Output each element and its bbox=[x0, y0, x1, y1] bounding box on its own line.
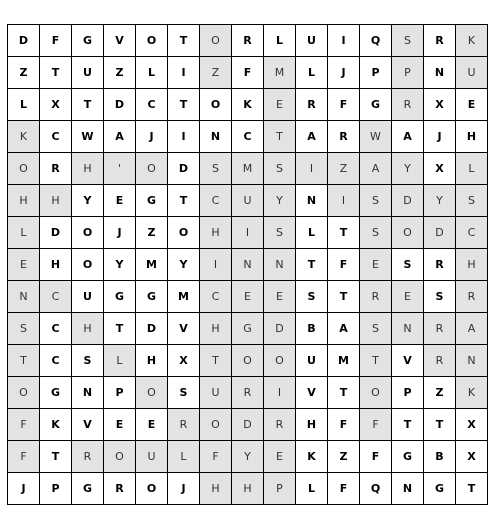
grid-cell-r1-c2[interactable]: F bbox=[40, 25, 72, 57]
grid-cell-r8-c6[interactable]: Y bbox=[168, 249, 200, 281]
grid-cell-r14-c5[interactable]: U bbox=[136, 441, 168, 473]
grid-cell-r10-c3[interactable]: H bbox=[72, 313, 104, 345]
grid-cell-r1-c8[interactable]: R bbox=[232, 25, 264, 57]
grid-cell-r2-c1[interactable]: Z bbox=[8, 57, 40, 89]
grid-cell-r12-c15[interactable]: K bbox=[456, 377, 488, 409]
grid-cell-r15-c10[interactable]: L bbox=[296, 473, 328, 505]
grid-cell-r11-c1[interactable]: T bbox=[8, 345, 40, 377]
grid-cell-r7-c15[interactable]: C bbox=[456, 217, 488, 249]
grid-cell-r3-c1[interactable]: L bbox=[8, 89, 40, 121]
grid-cell-r12-c6[interactable]: S bbox=[168, 377, 200, 409]
grid-cell-r8-c15[interactable]: H bbox=[456, 249, 488, 281]
grid-cell-r2-c13[interactable]: P bbox=[392, 57, 424, 89]
grid-cell-r10-c14[interactable]: R bbox=[424, 313, 456, 345]
grid-cell-r12-c12[interactable]: O bbox=[360, 377, 392, 409]
grid-cell-r9-c12[interactable]: R bbox=[360, 281, 392, 313]
grid-cell-r13-c2[interactable]: K bbox=[40, 409, 72, 441]
grid-cell-r6-c15[interactable]: S bbox=[456, 185, 488, 217]
grid-cell-r14-c11[interactable]: Z bbox=[328, 441, 360, 473]
grid-cell-r5-c5[interactable]: O bbox=[136, 153, 168, 185]
grid-cell-r12-c11[interactable]: T bbox=[328, 377, 360, 409]
grid-cell-r4-c15[interactable]: H bbox=[456, 121, 488, 153]
grid-cell-r12-c14[interactable]: Z bbox=[424, 377, 456, 409]
grid-cell-r15-c13[interactable]: N bbox=[392, 473, 424, 505]
grid-cell-r14-c9[interactable]: E bbox=[264, 441, 296, 473]
grid-cell-r11-c3[interactable]: S bbox=[72, 345, 104, 377]
grid-cell-r10-c1[interactable]: S bbox=[8, 313, 40, 345]
grid-cell-r7-c8[interactable]: I bbox=[232, 217, 264, 249]
grid-cell-r8-c9[interactable]: N bbox=[264, 249, 296, 281]
grid-cell-r6-c11[interactable]: I bbox=[328, 185, 360, 217]
grid-cell-r5-c7[interactable]: S bbox=[200, 153, 232, 185]
grid-cell-r3-c5[interactable]: C bbox=[136, 89, 168, 121]
grid-cell-r8-c12[interactable]: E bbox=[360, 249, 392, 281]
grid-cell-r15-c2[interactable]: P bbox=[40, 473, 72, 505]
grid-cell-r10-c11[interactable]: A bbox=[328, 313, 360, 345]
grid-cell-r15-c14[interactable]: G bbox=[424, 473, 456, 505]
grid-cell-r11-c6[interactable]: X bbox=[168, 345, 200, 377]
grid-cell-r1-c13[interactable]: S bbox=[392, 25, 424, 57]
grid-cell-r15-c6[interactable]: J bbox=[168, 473, 200, 505]
grid-cell-r2-c6[interactable]: I bbox=[168, 57, 200, 89]
grid-cell-r12-c10[interactable]: V bbox=[296, 377, 328, 409]
grid-cell-r6-c6[interactable]: T bbox=[168, 185, 200, 217]
grid-cell-r8-c8[interactable]: N bbox=[232, 249, 264, 281]
grid-cell-r6-c3[interactable]: Y bbox=[72, 185, 104, 217]
grid-cell-r1-c5[interactable]: O bbox=[136, 25, 168, 57]
grid-cell-r10-c12[interactable]: S bbox=[360, 313, 392, 345]
grid-cell-r6-c9[interactable]: Y bbox=[264, 185, 296, 217]
grid-cell-r2-c14[interactable]: N bbox=[424, 57, 456, 89]
grid-cell-r13-c3[interactable]: V bbox=[72, 409, 104, 441]
grid-cell-r10-c10[interactable]: B bbox=[296, 313, 328, 345]
grid-cell-r10-c13[interactable]: N bbox=[392, 313, 424, 345]
grid-cell-r7-c6[interactable]: O bbox=[168, 217, 200, 249]
grid-cell-r7-c3[interactable]: O bbox=[72, 217, 104, 249]
grid-cell-r2-c8[interactable]: F bbox=[232, 57, 264, 89]
grid-cell-r12-c4[interactable]: P bbox=[104, 377, 136, 409]
grid-cell-r12-c3[interactable]: N bbox=[72, 377, 104, 409]
grid-cell-r14-c13[interactable]: G bbox=[392, 441, 424, 473]
grid-cell-r7-c10[interactable]: L bbox=[296, 217, 328, 249]
grid-cell-r10-c5[interactable]: D bbox=[136, 313, 168, 345]
grid-cell-r3-c4[interactable]: D bbox=[104, 89, 136, 121]
grid-cell-r11-c15[interactable]: N bbox=[456, 345, 488, 377]
grid-cell-r15-c4[interactable]: R bbox=[104, 473, 136, 505]
grid-cell-r10-c2[interactable]: C bbox=[40, 313, 72, 345]
grid-cell-r7-c12[interactable]: S bbox=[360, 217, 392, 249]
grid-cell-r3-c11[interactable]: F bbox=[328, 89, 360, 121]
grid-cell-r12-c7[interactable]: U bbox=[200, 377, 232, 409]
grid-cell-r2-c3[interactable]: U bbox=[72, 57, 104, 89]
grid-cell-r8-c14[interactable]: R bbox=[424, 249, 456, 281]
grid-cell-r14-c1[interactable]: F bbox=[8, 441, 40, 473]
grid-cell-r11-c12[interactable]: T bbox=[360, 345, 392, 377]
grid-cell-r6-c8[interactable]: U bbox=[232, 185, 264, 217]
grid-cell-r2-c7[interactable]: Z bbox=[200, 57, 232, 89]
grid-cell-r9-c13[interactable]: E bbox=[392, 281, 424, 313]
grid-cell-r6-c2[interactable]: H bbox=[40, 185, 72, 217]
grid-cell-r11-c2[interactable]: C bbox=[40, 345, 72, 377]
grid-cell-r11-c5[interactable]: H bbox=[136, 345, 168, 377]
grid-cell-r11-c4[interactable]: L bbox=[104, 345, 136, 377]
grid-cell-r3-c10[interactable]: R bbox=[296, 89, 328, 121]
grid-cell-r8-c4[interactable]: Y bbox=[104, 249, 136, 281]
grid-cell-r3-c8[interactable]: K bbox=[232, 89, 264, 121]
grid-cell-r7-c11[interactable]: T bbox=[328, 217, 360, 249]
grid-cell-r9-c2[interactable]: C bbox=[40, 281, 72, 313]
grid-cell-r15-c9[interactable]: P bbox=[264, 473, 296, 505]
grid-cell-r2-c15[interactable]: U bbox=[456, 57, 488, 89]
grid-cell-r4-c14[interactable]: J bbox=[424, 121, 456, 153]
grid-cell-r1-c11[interactable]: I bbox=[328, 25, 360, 57]
grid-cell-r6-c7[interactable]: C bbox=[200, 185, 232, 217]
grid-cell-r9-c10[interactable]: S bbox=[296, 281, 328, 313]
grid-cell-r6-c12[interactable]: S bbox=[360, 185, 392, 217]
grid-cell-r8-c2[interactable]: H bbox=[40, 249, 72, 281]
grid-cell-r9-c15[interactable]: R bbox=[456, 281, 488, 313]
grid-cell-r15-c12[interactable]: Q bbox=[360, 473, 392, 505]
grid-cell-r13-c8[interactable]: D bbox=[232, 409, 264, 441]
grid-cell-r13-c5[interactable]: E bbox=[136, 409, 168, 441]
grid-cell-r13-c12[interactable]: F bbox=[360, 409, 392, 441]
grid-cell-r8-c10[interactable]: T bbox=[296, 249, 328, 281]
grid-cell-r1-c10[interactable]: U bbox=[296, 25, 328, 57]
grid-cell-r13-c1[interactable]: F bbox=[8, 409, 40, 441]
grid-cell-r14-c3[interactable]: R bbox=[72, 441, 104, 473]
grid-cell-r5-c14[interactable]: X bbox=[424, 153, 456, 185]
grid-cell-r5-c6[interactable]: D bbox=[168, 153, 200, 185]
grid-cell-r15-c1[interactable]: J bbox=[8, 473, 40, 505]
grid-cell-r10-c6[interactable]: V bbox=[168, 313, 200, 345]
grid-cell-r8-c3[interactable]: O bbox=[72, 249, 104, 281]
grid-cell-r4-c12[interactable]: W bbox=[360, 121, 392, 153]
grid-cell-r14-c7[interactable]: F bbox=[200, 441, 232, 473]
grid-cell-r9-c3[interactable]: U bbox=[72, 281, 104, 313]
grid-cell-r14-c15[interactable]: X bbox=[456, 441, 488, 473]
grid-cell-r4-c11[interactable]: R bbox=[328, 121, 360, 153]
word-search-grid bbox=[7, 24, 488, 505]
grid-cell-r10-c8[interactable]: G bbox=[232, 313, 264, 345]
grid-cell-r14-c10[interactable]: K bbox=[296, 441, 328, 473]
grid-cell-r3-c6[interactable]: T bbox=[168, 89, 200, 121]
grid-cell-r6-c13[interactable]: D bbox=[392, 185, 424, 217]
grid-cell-r3-c13[interactable]: R bbox=[392, 89, 424, 121]
grid-cell-r12-c9[interactable]: I bbox=[264, 377, 296, 409]
grid-cell-r7-c14[interactable]: D bbox=[424, 217, 456, 249]
grid-cell-r3-c12[interactable]: G bbox=[360, 89, 392, 121]
grid-cell-r2-c4[interactable]: Z bbox=[104, 57, 136, 89]
grid-cell-r10-c4[interactable]: T bbox=[104, 313, 136, 345]
grid-cell-r1-c9[interactable]: L bbox=[264, 25, 296, 57]
grid-cell-r1-c12[interactable]: Q bbox=[360, 25, 392, 57]
grid-cell-r13-c7[interactable]: O bbox=[200, 409, 232, 441]
grid-cell-r5-c8[interactable]: M bbox=[232, 153, 264, 185]
grid-cell-r3-c7[interactable]: O bbox=[200, 89, 232, 121]
grid-cell-r1-c4[interactable]: V bbox=[104, 25, 136, 57]
grid-cell-r13-c14[interactable]: T bbox=[424, 409, 456, 441]
grid-cell-r5-c15[interactable]: L bbox=[456, 153, 488, 185]
grid-cell-r5-c11[interactable]: Z bbox=[328, 153, 360, 185]
grid-cell-r9-c9[interactable]: E bbox=[264, 281, 296, 313]
grid-cell-r15-c3[interactable]: G bbox=[72, 473, 104, 505]
grid-cell-r11-c13[interactable]: V bbox=[392, 345, 424, 377]
grid-cell-r8-c11[interactable]: F bbox=[328, 249, 360, 281]
grid-cell-r6-c14[interactable]: Y bbox=[424, 185, 456, 217]
grid-cell-r4-c4[interactable]: A bbox=[104, 121, 136, 153]
grid-cell-r12-c8[interactable]: R bbox=[232, 377, 264, 409]
grid-cell-r5-c12[interactable]: A bbox=[360, 153, 392, 185]
grid-cell-r15-c11[interactable]: F bbox=[328, 473, 360, 505]
grid-cell-r8-c1[interactable]: E bbox=[8, 249, 40, 281]
grid-cell-r2-c2[interactable]: T bbox=[40, 57, 72, 89]
grid-cell-r13-c6[interactable]: R bbox=[168, 409, 200, 441]
grid-cell-r13-c15[interactable]: X bbox=[456, 409, 488, 441]
grid-cell-r12-c1[interactable]: O bbox=[8, 377, 40, 409]
grid-cell-r6-c1[interactable]: H bbox=[8, 185, 40, 217]
grid-cell-r4-c9[interactable]: T bbox=[264, 121, 296, 153]
grid-cell-r4-c8[interactable]: C bbox=[232, 121, 264, 153]
grid-cell-r7-c13[interactable]: O bbox=[392, 217, 424, 249]
grid-cell-r13-c11[interactable]: F bbox=[328, 409, 360, 441]
grid-cell-r4-c7[interactable]: N bbox=[200, 121, 232, 153]
grid-cell-r5-c4[interactable]: ' bbox=[104, 153, 136, 185]
grid-cell-r10-c9[interactable]: D bbox=[264, 313, 296, 345]
grid-cell-r2-c5[interactable]: L bbox=[136, 57, 168, 89]
grid-cell-r14-c2[interactable]: T bbox=[40, 441, 72, 473]
grid-cell-r1-c1[interactable]: D bbox=[8, 25, 40, 57]
grid-cell-r3-c2[interactable]: X bbox=[40, 89, 72, 121]
grid-cell-r11-c8[interactable]: O bbox=[232, 345, 264, 377]
grid-cell-r3-c3[interactable]: T bbox=[72, 89, 104, 121]
grid-cell-r5-c13[interactable]: Y bbox=[392, 153, 424, 185]
grid-cell-r12-c13[interactable]: P bbox=[392, 377, 424, 409]
grid-cell-r8-c7[interactable]: I bbox=[200, 249, 232, 281]
grid-cell-r3-c15[interactable]: E bbox=[456, 89, 488, 121]
grid-cell-r2-c9[interactable]: M bbox=[264, 57, 296, 89]
grid-cell-r15-c5[interactable]: O bbox=[136, 473, 168, 505]
grid-cell-r1-c14[interactable]: R bbox=[424, 25, 456, 57]
grid-cell-r7-c9[interactable]: S bbox=[264, 217, 296, 249]
grid-cell-r14-c4[interactable]: O bbox=[104, 441, 136, 473]
grid-cell-r9-c11[interactable]: T bbox=[328, 281, 360, 313]
grid-cell-r11-c10[interactable]: U bbox=[296, 345, 328, 377]
grid-cell-r7-c1[interactable]: L bbox=[8, 217, 40, 249]
grid-cell-r2-c11[interactable]: J bbox=[328, 57, 360, 89]
grid-cell-r6-c4[interactable]: E bbox=[104, 185, 136, 217]
grid-cell-r5-c10[interactable]: I bbox=[296, 153, 328, 185]
grid-cell-r12-c2[interactable]: G bbox=[40, 377, 72, 409]
grid-cell-r4-c3[interactable]: W bbox=[72, 121, 104, 153]
grid-cell-r4-c10[interactable]: A bbox=[296, 121, 328, 153]
grid-cell-r2-c10[interactable]: L bbox=[296, 57, 328, 89]
grid-cell-r11-c7[interactable]: T bbox=[200, 345, 232, 377]
grid-cell-r9-c1[interactable]: N bbox=[8, 281, 40, 313]
grid-cell-r12-c5[interactable]: O bbox=[136, 377, 168, 409]
grid-cell-r9-c14[interactable]: S bbox=[424, 281, 456, 313]
grid-cell-r9-c8[interactable]: E bbox=[232, 281, 264, 313]
grid-cell-r10-c15[interactable]: A bbox=[456, 313, 488, 345]
grid-cell-r7-c7[interactable]: H bbox=[200, 217, 232, 249]
grid-cell-r1-c3[interactable]: G bbox=[72, 25, 104, 57]
grid-cell-r4-c5[interactable]: J bbox=[136, 121, 168, 153]
grid-cell-r5-c3[interactable]: H bbox=[72, 153, 104, 185]
grid-cell-r7-c5[interactable]: Z bbox=[136, 217, 168, 249]
grid-cell-r8-c13[interactable]: S bbox=[392, 249, 424, 281]
grid-cell-r3-c9[interactable]: E bbox=[264, 89, 296, 121]
grid-cell-r3-c14[interactable]: X bbox=[424, 89, 456, 121]
grid-cell-r8-c5[interactable]: M bbox=[136, 249, 168, 281]
grid-cell-r9-c7[interactable]: C bbox=[200, 281, 232, 313]
grid-cell-r1-c7[interactable]: O bbox=[200, 25, 232, 57]
grid-cell-r11-c9[interactable]: O bbox=[264, 345, 296, 377]
grid-cell-r4-c2[interactable]: C bbox=[40, 121, 72, 153]
grid-cell-r2-c12[interactable]: P bbox=[360, 57, 392, 89]
grid-cell-r11-c14[interactable]: R bbox=[424, 345, 456, 377]
grid-cell-r4-c6[interactable]: I bbox=[168, 121, 200, 153]
grid-cell-r14-c6[interactable]: L bbox=[168, 441, 200, 473]
grid-cell-r15-c15[interactable]: T bbox=[456, 473, 488, 505]
grid-cell-r1-c6[interactable]: T bbox=[168, 25, 200, 57]
grid-cell-r5-c2[interactable]: R bbox=[40, 153, 72, 185]
grid-cell-r6-c10[interactable]: N bbox=[296, 185, 328, 217]
grid-cell-r15-c8[interactable]: H bbox=[232, 473, 264, 505]
grid-cell-r7-c2[interactable]: D bbox=[40, 217, 72, 249]
grid-cell-r13-c10[interactable]: H bbox=[296, 409, 328, 441]
grid-cell-r14-c8[interactable]: Y bbox=[232, 441, 264, 473]
grid-cell-r11-c11[interactable]: M bbox=[328, 345, 360, 377]
grid-cell-r9-c6[interactable]: M bbox=[168, 281, 200, 313]
grid-cell-r15-c7[interactable]: H bbox=[200, 473, 232, 505]
grid-cell-r10-c7[interactable]: H bbox=[200, 313, 232, 345]
grid-cell-r6-c5[interactable]: G bbox=[136, 185, 168, 217]
grid-cell-r7-c4[interactable]: J bbox=[104, 217, 136, 249]
grid-cell-r5-c9[interactable]: S bbox=[264, 153, 296, 185]
grid-cell-r14-c14[interactable]: B bbox=[424, 441, 456, 473]
grid-cell-r13-c13[interactable]: T bbox=[392, 409, 424, 441]
grid-cell-r14-c12[interactable]: F bbox=[360, 441, 392, 473]
grid-cell-r13-c4[interactable]: E bbox=[104, 409, 136, 441]
grid-cell-r9-c5[interactable]: G bbox=[136, 281, 168, 313]
grid-cell-r9-c4[interactable]: G bbox=[104, 281, 136, 313]
grid-cell-r4-c1[interactable]: K bbox=[8, 121, 40, 153]
grid-cell-r5-c1[interactable]: O bbox=[8, 153, 40, 185]
grid-cell-r4-c13[interactable]: A bbox=[392, 121, 424, 153]
grid-cell-r13-c9[interactable]: R bbox=[264, 409, 296, 441]
grid-cell-r1-c15[interactable]: K bbox=[456, 25, 488, 57]
